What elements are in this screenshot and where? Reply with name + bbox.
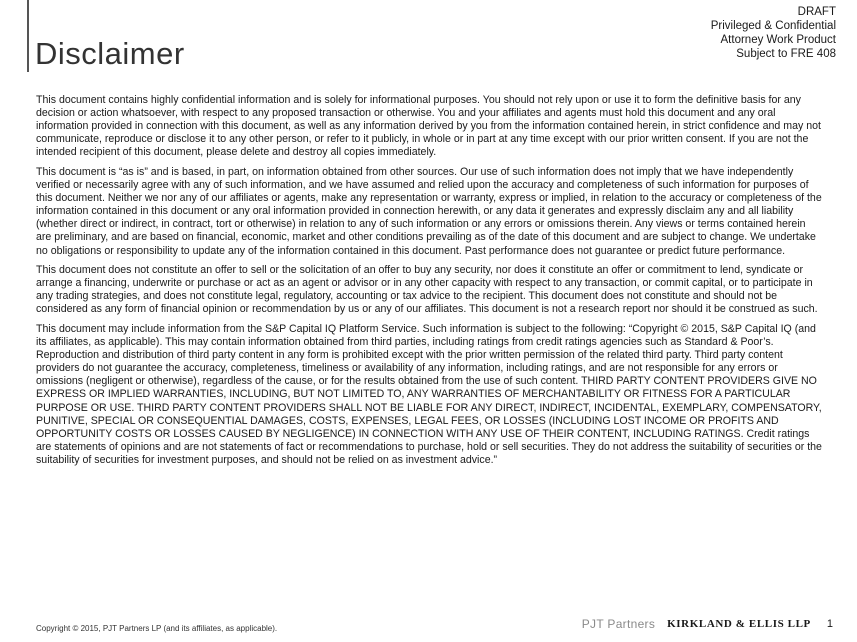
disclaimer-paragraph-as-is: This document is “as is” and is based, in part, on information obtained from other sources. Our use of such information does not imply that we have independently verified or necessarily agree with any of such information, and we have assumed and relied upon the accuracy and completeness of such information for purposes of this document. Neither we nor any of our affiliates or agents, make any representation or warranty, express or implied, in relation to the accuracy or completeness of the information contained in this document or any oral information provided in connection herewith, or any data it generates and expressly disclaim any and all liability (whether direct or indirect, in contract, tort or otherwise) in relation to any of such information or any errors or omissions therein. Any views or terms contained herein are preliminary, and are based on financial, economic, market and other conditions prevailing as of the date of this document and are subject to change. We undertake no obligations or responsibility to update any of the information contained in this document. Past performance does not guarantee or predict future performance.	[36, 165, 822, 257]
disclaimer-paragraph-capital-iq: This document may include information from the S&P Capital IQ Platform Service. Such information is subject to the following: “Copyright © 2015, S&P Capital IQ (and its affiliates, as applicable). This may contain information obtained from third parties, including ratings from credit ratings agencies such as Standard & Poor’s. Reproduction and distribution of third party content in any form is prohibited except with the prior written permission of the related third party. Third party content providers do not guarantee the accuracy, completeness, timeliness or availability of any information, including ratings, and are not responsible for any errors or omissions (negligent or otherwise), regardless of the cause, or for the results obtained from the use of such content. THIRD PARTY CONTENT PROVIDERS GIVE NO EXPRESS OR IMPLIED WARRANTIES, INCLUDING, BUT NOT LIMITED TO, ANY WARRANTIES OF MERCHANTABILITY OR FITNESS FOR A PARTICULAR PURPOSE OR USE. THIRD PARTY CONTENT PROVIDERS SHALL NOT BE LIABLE FOR ANY DIRECT, INDIRECT, INCIDENTAL, EXEMPLARY, COMPENSATORY, PUNITIVE, SPECIAL OR CONSEQUENTIAL DAMAGES, COSTS, EXPENSES, LEGAL FEES, OR LOSSES (INCLUDING LOST INCOME OR PROFITS AND OPPORTUNITY COSTS OR LOSSES CAUSED BY NEGLIGENCE) IN CONNECTION WITH ANY USE OF THEIR CONTENT, INCLUDING RATINGS. Credit ratings are statements of opinions and are not statements of fact or recommendations to purchase, hold or sell securities. They do not address the suitability of securities or the suitability of securities for investment purposes, and should not be relied on as investment advice.”	[36, 323, 822, 466]
disclaimer-paragraph-confidentiality: This document contains highly confidential information and is solely for informational purposes. You should not rely upon or use it to form the definitive basis for any decision or action whatsoever, with respect to any proposed transaction or otherwise. You and your affiliates and agents must hold this document and any oral information provided in connection with this document, as well as any information derived by you from the information contained herein, in strict confidence and may not communicate, reproduce or disclose it to any other person, or refer to it publicly, in whole or in part at any time except with our prior written consent. If you are not the intended recipient of this document, please delete and destroy all copies immediately.	[36, 94, 821, 159]
disclaimer-body	[36, 94, 822, 474]
title-accent-rule	[27, 0, 29, 72]
stamp-privileged: Privileged & Confidential	[710, 20, 836, 32]
stamp-fre-408: Subject to FRE 408	[736, 48, 836, 60]
pjt-partners-logo: PJT Partners	[581, 617, 656, 631]
page-title: Disclaimer	[35, 36, 185, 71]
footer-copyright: Copyright © 2015, PJT Partners LP (and its affiliates, as applicable).	[36, 624, 278, 633]
stamp-draft: DRAFT	[797, 6, 836, 18]
disclaimer-paragraph-no-offer: This document does not constitute an offer to sell or the solicitation of an offer to buy any security, nor does it constitute an offer or commitment to lend, syndicate or arrange a financing, underwrite or purchase or act as an agent or advisor or in any other capacity with respect to any transaction, or commit capital, or to participate in any trading strategies, and does not constitute legal, regulatory, accounting or tax advice to the recipient. This document does not constitute and should not be considered as any form of financial opinion or recommendation by us or any of our affiliates. This document is not a research report nor should it be construed as such.	[36, 264, 818, 316]
page-number: 1	[826, 618, 833, 630]
kirkland-ellis-logo: KIRKLAND & ELLIS LLP	[667, 618, 811, 630]
stamp-work-product: Attorney Work Product	[720, 34, 836, 46]
footer-logos	[582, 617, 833, 631]
confidentiality-stamp	[711, 5, 836, 61]
